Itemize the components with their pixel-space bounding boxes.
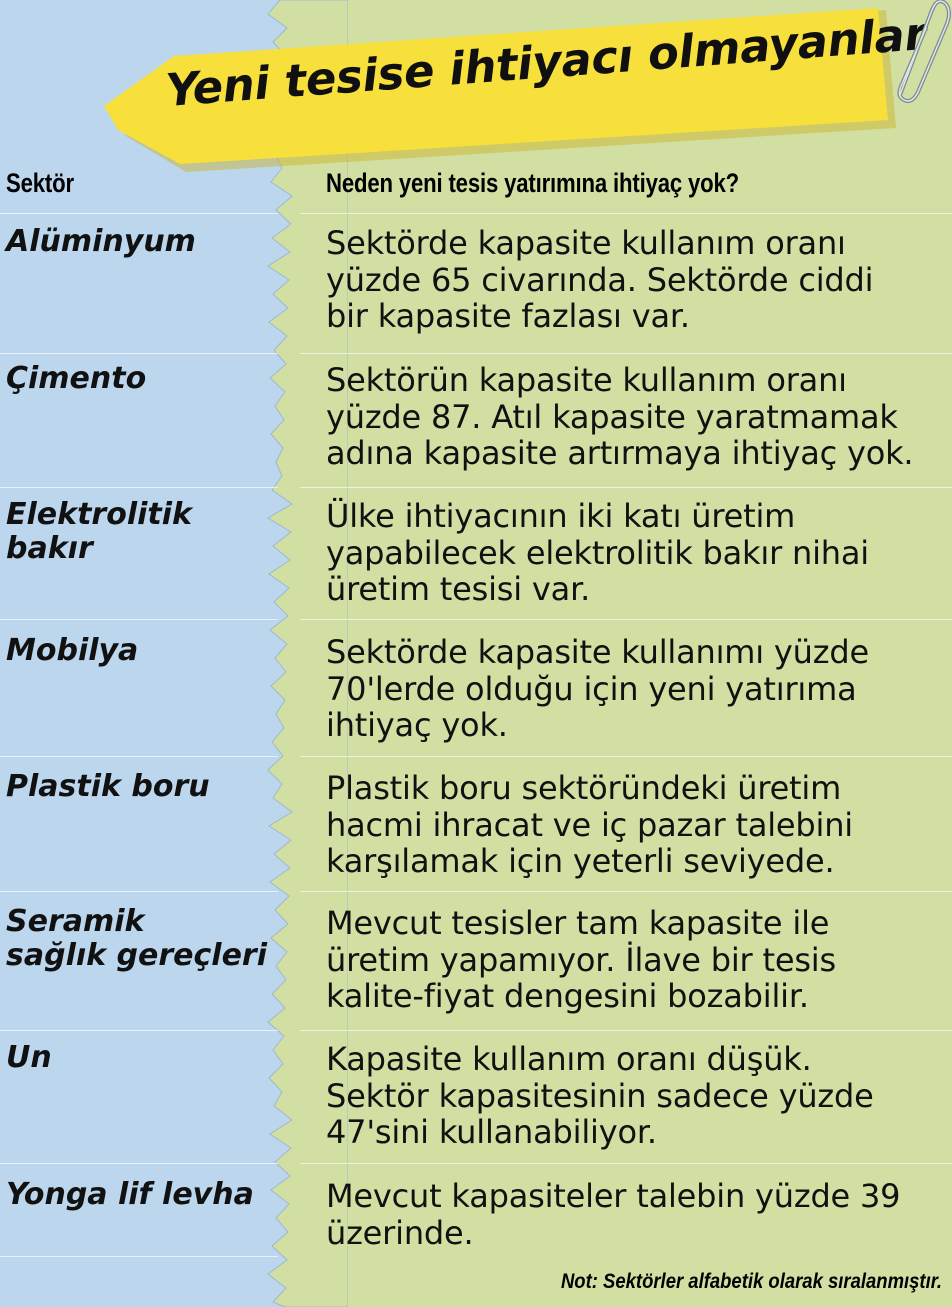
row-divider: [300, 353, 952, 354]
row-divider: [300, 1163, 952, 1164]
row-divider: [0, 1256, 278, 1257]
row-divider: [300, 756, 952, 757]
row-divider: [0, 213, 278, 214]
sector-reason: Sektörde kapasite kullanımı yüzde 70'lerde olduğu için yeni yatırıma ihtiyaç yok.: [326, 633, 869, 744]
sector-reason: Kapasite kullanım oranı düşük. Sektör kapasitesinin sadece yüzde 47'sini kullanabiliyor.: [326, 1040, 874, 1151]
sector-reason: Sektörün kapasite kullanım oranı yüzde 87. Atıl kapasite yaratmamak adına kapasite artırmaya ihtiyaç yok.: [326, 361, 914, 472]
sector-name: Elektrolitik bakır: [6, 497, 192, 566]
row-divider: [300, 619, 952, 620]
sector-name: Çimento: [6, 361, 147, 396]
row-divider: [0, 1030, 278, 1031]
sector-reason: Mevcut kapasiteler talebin yüzde 39 üzerinde.: [326, 1177, 901, 1252]
sector-reason: Ülke ihtiyacının iki katı üretim yapabilecek elektrolitik bakır nihai üretim tesisi var.: [326, 497, 869, 608]
sector-name: Mobilya: [6, 633, 139, 668]
sector-reason: Sektörde kapasite kullanım oranı yüzde 65 civarında. Sektörde ciddi bir kapasite fazlası var.: [326, 224, 874, 335]
row-divider: [0, 891, 278, 892]
row-divider: [0, 619, 278, 620]
column-header-reason: Neden yeni tesis yatırımına ihtiyaç yok?: [326, 168, 740, 198]
row-divider: [0, 1163, 278, 1164]
sector-name: Plastik boru: [6, 769, 210, 804]
sector-reason: Plastik boru sektöründeki üretim hacmi ihracat ve iç pazar talebini karşılamak için yeterli seviyede.: [326, 769, 853, 880]
row-divider: [300, 487, 952, 488]
sector-name: Un: [6, 1040, 52, 1075]
row-divider: [300, 1030, 952, 1031]
title: Yeni tesise ihtiyacı olmayanlar: [164, 7, 928, 118]
sector-name: Yonga lif levha: [6, 1177, 254, 1212]
sector-reason: Mevcut tesisler tam kapasite ile üretim yapamıyor. İlave bir tesis kalite-fiyat dengesini bozabilir.: [326, 904, 836, 1015]
paperclip-icon: [880, 0, 952, 110]
column-header-sector: Sektör: [6, 168, 74, 198]
row-divider: [0, 353, 278, 354]
row-divider: [0, 487, 278, 488]
sector-name: Alüminyum: [6, 224, 196, 259]
sector-name: Seramik sağlık gereçleri: [6, 904, 267, 973]
footnote: Not: Sektörler alfabetik olarak sıralanmıştır.: [560, 1270, 942, 1293]
row-divider: [0, 756, 278, 757]
row-divider: [300, 891, 952, 892]
row-divider: [300, 213, 952, 214]
